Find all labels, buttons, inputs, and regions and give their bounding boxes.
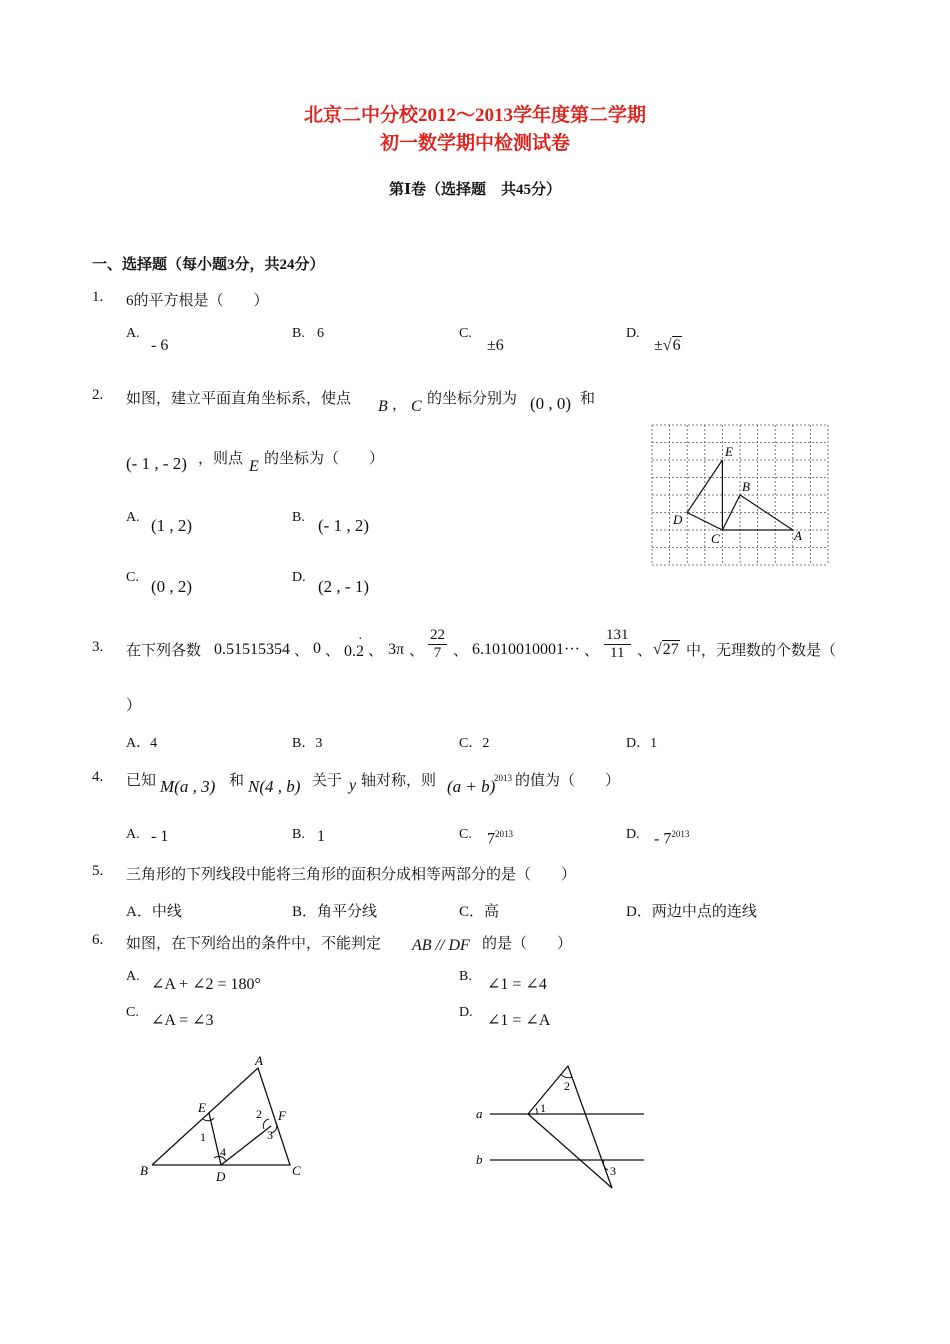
angle-2: 2: [564, 1079, 570, 1093]
q4-number: 4.: [92, 769, 104, 785]
q3-sep-3: 、: [368, 643, 384, 659]
q6-option-c-value: ∠A = ∠3: [151, 1012, 214, 1029]
q3-option-d: D．1: [626, 736, 658, 751]
label-f: F: [278, 1108, 286, 1123]
section-title: 一、选择题（每小题3分，共24分）: [92, 257, 325, 273]
q5-option-c: C．高: [459, 904, 500, 920]
exam-title-line2: 初一数学期中检测试卷: [379, 133, 570, 154]
q2-point-e: E: [249, 458, 259, 475]
q6-option-a-label: A.: [126, 969, 140, 984]
q1-number: 1.: [92, 289, 104, 305]
q2-text-d: ，则点: [198, 451, 244, 467]
q1-option-b-label: B.: [292, 326, 305, 341]
q2-option-c-value: (0 , 2): [151, 577, 193, 596]
q6-text-b: 的是（ ）: [482, 936, 573, 952]
q2-coord-1: (0 , 0): [530, 394, 572, 413]
label-c: C: [711, 531, 720, 546]
q3-radical: [653, 641, 680, 659]
q1-option-a-label: A.: [126, 326, 140, 341]
sqrt-sign: √: [662, 337, 672, 354]
q4-option-d-label: D.: [626, 827, 640, 842]
q6-option-c-label: C.: [126, 1005, 139, 1020]
angle-1: 1: [540, 1101, 546, 1115]
q2-option-d-label: D.: [292, 570, 306, 585]
angle-3: 3: [267, 1128, 273, 1142]
q6-text-a: 如图，在下列给出的条件中，不能判定: [126, 936, 382, 952]
q2-option-b-label: B.: [292, 510, 305, 525]
base: - 7: [654, 830, 672, 848]
q3-text-c: ）: [126, 698, 142, 714]
angle-2: 2: [256, 1107, 262, 1121]
q5-option-b: B．角平分线: [292, 904, 378, 920]
q4-option-c-value: [487, 829, 513, 848]
q4-option-b-label: B.: [292, 827, 305, 842]
q6-figure-parallel: [470, 1060, 650, 1195]
label-a: a: [476, 1106, 483, 1121]
angle-3: 3: [610, 1164, 616, 1178]
q2-option-d-value: (2 , - 1): [318, 577, 369, 596]
q1-option-b-value: 6: [317, 326, 324, 341]
q5-option-d: D．两边中点的连线: [626, 904, 757, 920]
angle-arcs: [203, 1118, 277, 1161]
label-c: C: [292, 1163, 301, 1178]
q2-point-c: C: [411, 398, 422, 415]
q4-text-e: 的值为（ ）: [515, 773, 621, 789]
q3-fraction-2: [604, 627, 631, 663]
base: 7: [487, 830, 495, 848]
q4-text-d: 轴对称，则: [361, 773, 437, 789]
q4-text-b: 和: [229, 773, 245, 789]
radicand: 6: [672, 337, 681, 354]
label-e: E: [725, 444, 733, 459]
radicand: 27: [662, 641, 679, 658]
q6-option-a-value: ∠A + ∠2 = 180°: [151, 976, 261, 993]
label-b: B: [742, 479, 750, 494]
label-d: D: [216, 1169, 226, 1184]
q3-number: 3.: [92, 639, 104, 655]
q4-exponent: 2013: [494, 773, 512, 783]
angle-1: 1: [200, 1130, 206, 1144]
label-e: E: [198, 1100, 206, 1115]
q6-option-b-value: ∠1 = ∠4: [487, 976, 547, 993]
sqrt-sign: √: [653, 641, 662, 658]
q2-coord-2: (- 1 , - 2): [126, 454, 187, 473]
q3-option-b: B．3: [292, 736, 323, 751]
q2-option-c-label: C.: [126, 570, 139, 585]
q6-expression: AB // DF: [412, 937, 470, 954]
repeating-dot: ·: [358, 632, 363, 647]
q4-option-c-label: C.: [459, 827, 472, 842]
q2-option-a-label: A.: [126, 510, 140, 525]
label-b: B: [140, 1163, 148, 1178]
exam-title-line1: 北京二中分校2012～2013学年度第二学期: [303, 105, 646, 126]
q6-figure-triangle: [130, 1050, 320, 1190]
q2-text-b: 的坐标分别为: [427, 391, 518, 407]
q4-option-b-value: 1: [317, 828, 325, 845]
label-b: b: [476, 1152, 483, 1167]
angle-arcs: [536, 1074, 608, 1170]
part-title: 第Ⅰ卷（选择题 共45分）: [388, 182, 562, 198]
q2-number: 2.: [92, 387, 104, 403]
q2-option-a-value: (1 , 2): [151, 516, 193, 535]
q2-text-e: 的坐标为（ ）: [264, 451, 385, 467]
label-a: A: [255, 1053, 263, 1068]
q6-number: 6.: [92, 932, 104, 948]
q3-number-4: 3π: [388, 641, 405, 658]
q2-option-b-value: (- 1 , 2): [318, 516, 369, 535]
label-a: A: [794, 528, 802, 543]
q6-option-d-label: D.: [459, 1005, 473, 1020]
q2-point-b: B: [378, 398, 388, 415]
q3-text-b: 中，无理数的个数是（: [686, 643, 837, 659]
q4-point-n: N(4 , b): [248, 777, 301, 796]
q1-option-d-value: [654, 337, 682, 355]
q3-text-a: 在下列各数: [126, 643, 202, 659]
q5-text: 三角形的下列线段中能将三角形的面积分成相等两部分的是（ ）: [126, 867, 577, 883]
q3-number-2: 0: [313, 640, 321, 657]
q3-number-5: 6.1010010001···: [472, 641, 580, 658]
q4-option-a-label: A.: [126, 827, 140, 842]
q2-text-c: 和: [580, 391, 596, 407]
q3-option-a: A．4: [126, 736, 158, 751]
q4-text-c: 关于: [312, 773, 343, 789]
q3-sep-5: 、: [453, 643, 469, 659]
q3-sep-4: 、: [409, 643, 425, 659]
numerator: 131: [604, 627, 631, 645]
q4-axis-y: y: [349, 777, 357, 794]
q3-sep-6: 、: [584, 643, 600, 659]
q6-option-b-label: B.: [459, 969, 472, 984]
q1-option-c-label: C.: [459, 326, 472, 341]
q3-number-3: 0.2: [344, 643, 364, 660]
angle-4: 4: [220, 1145, 226, 1159]
denominator: 11: [610, 645, 625, 662]
q4-option-a-value: - 1: [151, 828, 169, 845]
q3-number-1: 0.51515354: [214, 641, 290, 658]
q1-option-c-value: ±6: [487, 337, 504, 354]
q4-expression: (a + b): [447, 777, 496, 796]
q5-option-a: A．中线: [126, 904, 182, 920]
q1-option-d-label: D.: [626, 326, 640, 341]
q2-grid-figure: [650, 423, 830, 567]
q5-number: 5.: [92, 863, 104, 879]
exponent: 2013: [495, 829, 513, 839]
q3-sep-7: 、: [637, 643, 653, 659]
q1-text: 6的平方根是（ ）: [126, 293, 269, 309]
q2-comma: ，: [392, 397, 408, 413]
label-d: D: [673, 512, 683, 527]
exponent: 2013: [671, 829, 690, 839]
denominator: 7: [433, 645, 442, 662]
plus-minus: ±: [654, 337, 663, 354]
q1-option-a-value: - 6: [151, 337, 169, 354]
numerator: 22: [428, 627, 447, 645]
q2-text-a: 如图，建立平面直角坐标系，使点: [126, 391, 352, 407]
q3-sep-1: 、: [294, 643, 310, 659]
q3-option-c: C．2: [459, 736, 490, 751]
q3-sep-2: 、: [325, 643, 341, 659]
q4-option-d-value: [654, 829, 689, 848]
q3-fraction-1: [428, 627, 447, 663]
q4-text-a: 已知: [126, 773, 157, 789]
q4-point-m: M(a , 3): [160, 777, 216, 796]
q6-option-d-value: ∠1 = ∠A: [487, 1012, 551, 1029]
